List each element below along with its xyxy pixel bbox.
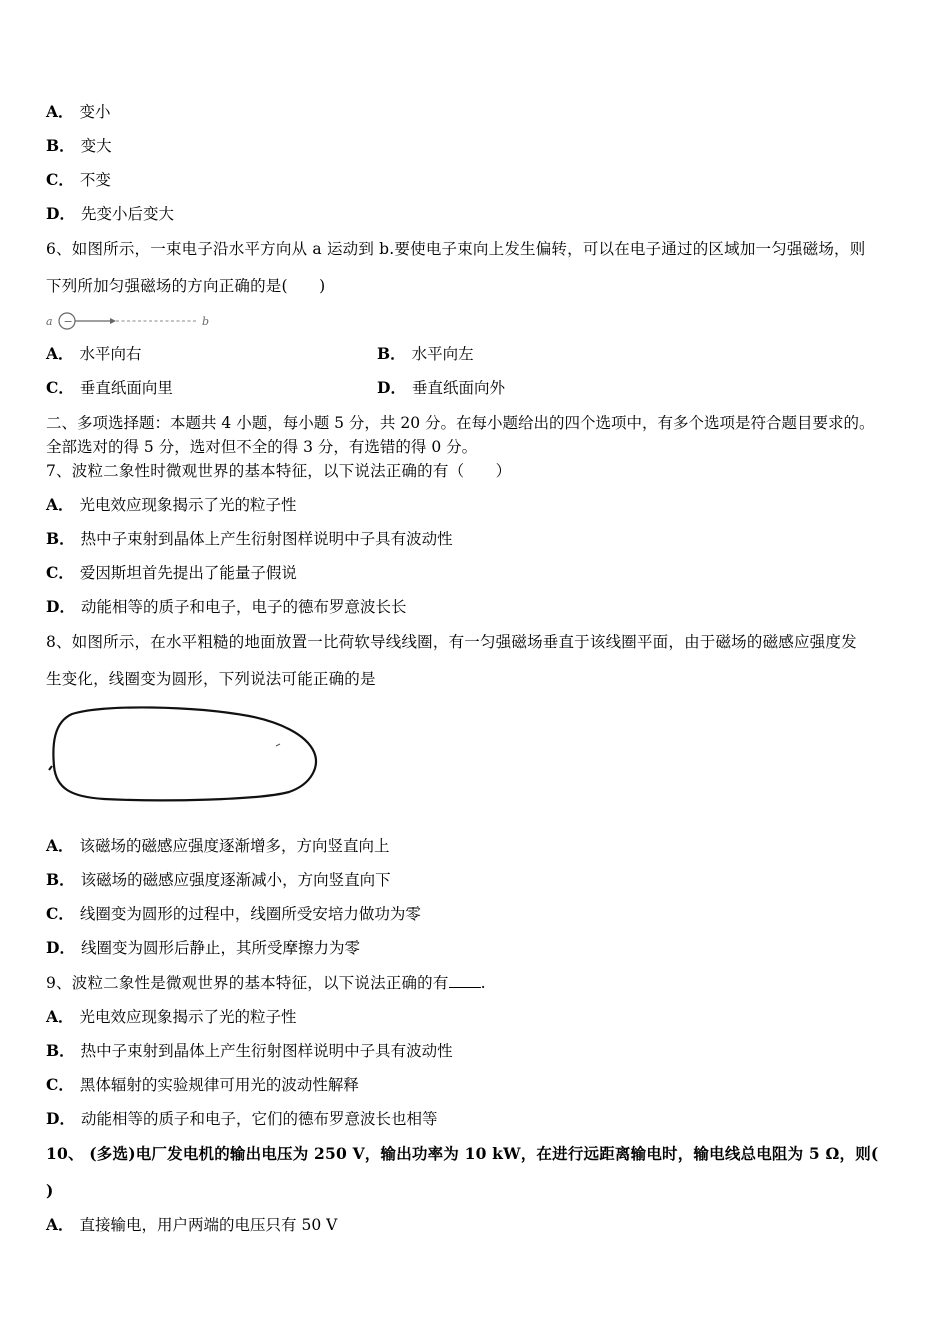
q8-stem-line2: 生变化，线圈变为圆形，下列说法可能正确的是 xyxy=(46,670,376,688)
q7-option-d: D． 动能相等的质子和电子，电子的德布罗意波长长 xyxy=(46,597,407,616)
q7-option-a: A． 光电效应现象揭示了光的粒子性 xyxy=(46,495,297,514)
coil-mark xyxy=(276,744,280,746)
q9-option-a: A． 光电效应现象揭示了光的粒子性 xyxy=(46,1007,297,1026)
q8-option-b: B． 该磁场的磁感应强度逐渐减小，方向竖直向下 xyxy=(46,870,391,889)
q6-stem-line2: 下列所加匀强磁场的方向正确的是( ) xyxy=(46,277,326,295)
q5-option-c: C． 不变 xyxy=(46,170,111,189)
q6-option-c: C． 垂直纸面向里 xyxy=(46,378,173,397)
coil-loop-path xyxy=(53,707,316,800)
q8-stem-line1: 8、如图所示，在水平粗糙的地面放置一比荷软导线线圈，有一匀强磁场垂直于该线圈平面，由于磁场的磁感应强度发 xyxy=(46,633,857,651)
q10-stem-line1: 10、 (多选)电厂发电机的输出电压为 250 V，输出功率为 10 kW，在进行远距离输电时，输电线总电阻为 5 Ω，则( xyxy=(46,1144,879,1163)
q5-option-d: D． 先变小后变大 xyxy=(46,204,174,223)
q9-option-b: B． 热中子束射到晶体上产生衍射图样说明中子具有波动性 xyxy=(46,1041,453,1060)
q5-option-a: A． 变小 xyxy=(46,102,111,121)
q6-option-a: A． 水平向右 xyxy=(46,344,142,363)
q7-stem: 7、波粒二象性时微观世界的基本特征，以下说法正确的有（ ） xyxy=(46,462,512,480)
q8-option-c: C． 线圈变为圆形的过程中，线圈所受安培力做功为零 xyxy=(46,904,421,923)
q7-option-b: B． 热中子束射到晶体上产生衍射图样说明中子具有波动性 xyxy=(46,529,453,548)
q9-option-c: C． 黑体辐射的实验规律可用光的波动性解释 xyxy=(46,1075,359,1094)
q10-stem-line2: ) xyxy=(46,1181,54,1200)
electron-beam-figure xyxy=(44,310,214,332)
beam-arrowhead xyxy=(110,318,116,324)
q8-option-d: D． 线圈变为圆形后静止，其所受摩擦力为零 xyxy=(46,938,360,957)
section2-header-line2: 全部选对的得 5 分，选对但不全的得 3 分，有选错的得 0 分。 xyxy=(46,438,478,456)
q8-option-a: A． 该磁场的磁感应强度逐渐增多，方向竖直向上 xyxy=(46,836,390,855)
q9-stem: 9、波粒二象性是微观世界的基本特征，以下说法正确的有 . xyxy=(46,974,486,992)
point-b-label: b xyxy=(202,315,210,328)
coil-loop-tail xyxy=(49,766,52,770)
electron-minus-sign: − xyxy=(63,315,73,328)
coil-loop-figure xyxy=(44,704,324,804)
point-a-label: a xyxy=(46,315,53,328)
q10-option-a: A． 直接输电，用户两端的电压只有 50 V xyxy=(46,1215,338,1234)
section2-header-line1: 二、多项选择题：本题共 4 小题，每小题 5 分，共 20 分。在每小题给出的四个选项中，有多个选项是符合题目要求的。 xyxy=(46,414,875,432)
q7-option-c: C． 爱因斯坦首先提出了能量子假说 xyxy=(46,563,297,582)
q6-option-d: D． 垂直纸面向外 xyxy=(377,378,505,397)
q6-option-b: B． 水平向左 xyxy=(377,344,474,363)
q5-option-b: B． 变大 xyxy=(46,136,112,155)
q6-stem-line1: 6、如图所示，一束电子沿水平方向从 a 运动到 b.要使电子束向上发生偏转，可以在电子通过的区域加一匀强磁场，则 xyxy=(46,240,866,258)
q9-answer-blank xyxy=(449,973,481,988)
q9-option-d: D． 动能相等的质子和电子，它们的德布罗意波长也相等 xyxy=(46,1109,438,1128)
